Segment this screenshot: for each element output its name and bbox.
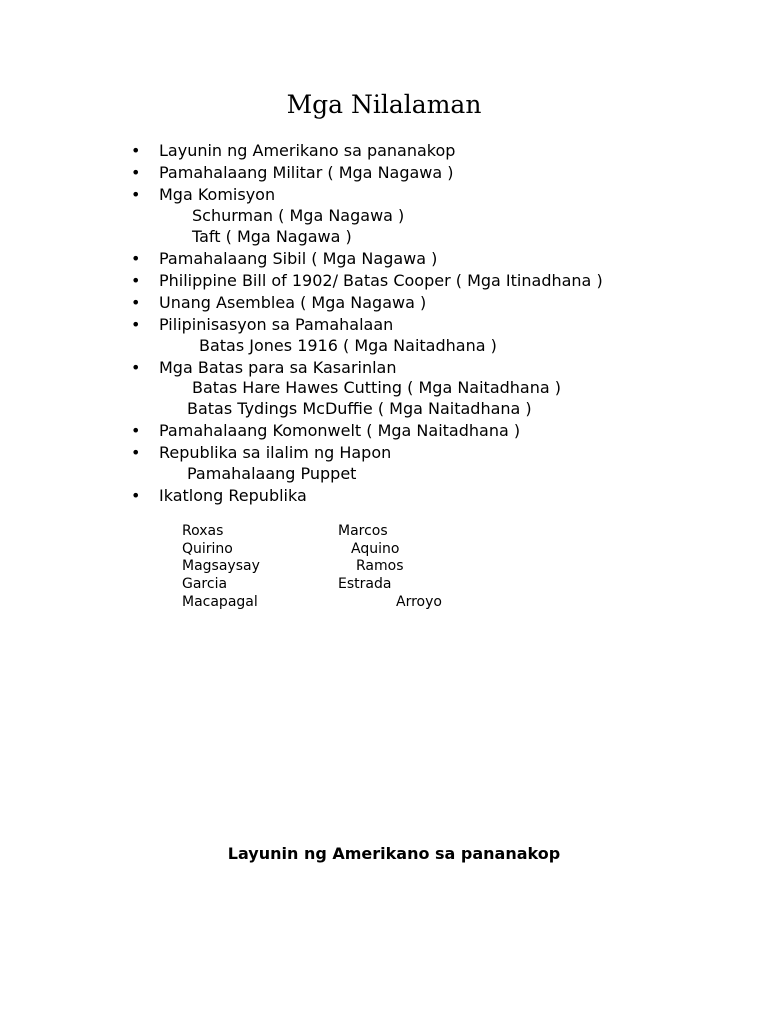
toc-item: Ikatlong Republika [159,486,307,505]
toc-subitem: Batas Hare Hawes Cutting ( Mga Naitadhana ) [192,378,561,397]
toc-item: Mga Komisyon [159,185,276,204]
bullet-glyph: • [131,271,141,290]
toc-subitem: Batas Tydings McDuffie ( Mga Naitadhana ) [187,399,532,418]
president-name: Marcos [338,523,388,539]
toc-item: Unang Asemblea ( Mga Nagawa ) [159,293,427,312]
bullet-glyph: • [131,185,141,204]
bullet-glyph: • [131,293,141,312]
toc-subitem: Schurman ( Mga Nagawa ) [192,206,405,225]
president-name: Garcia [182,576,228,592]
bullet-glyph: • [131,315,141,334]
toc-item: Republika sa ilalim ng Hapon [159,443,392,462]
bullet-glyph: • [131,163,141,182]
toc-subitem: Pamahalaang Puppet [187,464,357,483]
president-name: Aquino [351,541,400,557]
president-name: Arroyo [396,594,442,610]
page-title: Mga Nilalaman [286,90,482,119]
toc-item: Mga Batas para sa Kasarinlan [159,358,397,377]
bullet-glyph: • [131,486,141,505]
toc-item: Philippine Bill of 1902/ Batas Cooper ( Mga Itinadhana ) [159,271,603,290]
toc-item: Pamahalaang Militar ( Mga Nagawa ) [159,163,454,182]
toc-item: Pilipinisasyon sa Pamahalaan [159,315,394,334]
toc-subitem: Taft ( Mga Nagawa ) [192,227,352,246]
president-name: Estrada [338,576,392,592]
toc-item: Layunin ng Amerikano sa pananakop [159,141,456,160]
bullet-glyph: • [131,443,141,462]
bullet-glyph: • [131,249,141,268]
president-name: Magsaysay [182,558,260,574]
toc-item: Pamahalaang Komonwelt ( Mga Naitadhana ) [159,421,521,440]
bullet-glyph: • [131,358,141,377]
section-heading: Layunin ng Amerikano sa pananakop [227,844,561,863]
bullet-glyph: • [131,141,141,160]
president-name: Ramos [356,558,404,574]
toc-item: Pamahalaang Sibil ( Mga Nagawa ) [159,249,438,268]
bullet-glyph: • [131,421,141,440]
president-name: Quirino [182,541,233,557]
president-name: Roxas [182,523,224,539]
president-name: Macapagal [182,594,258,610]
toc-subitem: Batas Jones 1916 ( Mga Naitadhana ) [199,336,497,355]
